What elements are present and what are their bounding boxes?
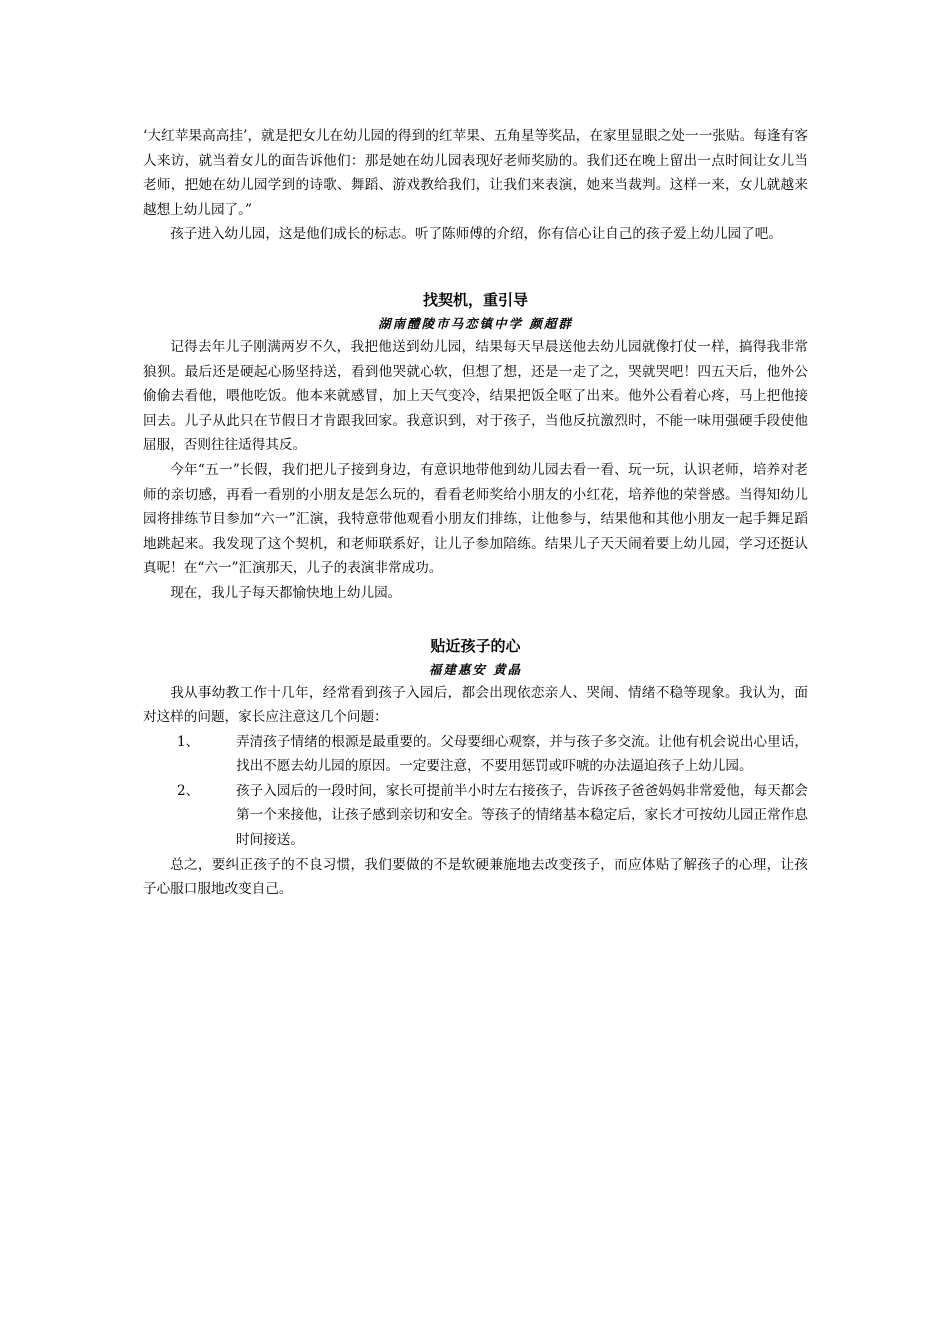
intro-paragraph-1: ‘大红苹果高高挂’，就是把女儿在幼儿园的得到的红苹果、五角星等奖品，在家里显眼之处一一张贴。每逢有客人来访，就当着女儿的面告诉他们：那是她在幼儿园表现好老师奖励的。我们还在晚上留出一点时间让女儿当老师，把她在幼儿园学到的诗歌、舞蹈、游戏教给我们，让我们来表演，她来当裁判。这样一来，女儿就越来越想上幼儿园了。” bbox=[143, 128, 808, 218]
list-item bbox=[143, 779, 808, 853]
section-2-title: 贴近孩子的心 bbox=[430, 636, 521, 655]
section-1-author: 湖南醴陵市马恋镇中学 颜超群 bbox=[378, 315, 573, 331]
list-item-text: 孩子入园后的一段时间，家长可提前半小时左右接孩子，告诉孩子爸爸妈妈非常爱他，每天都会第一个来接他，让孩子感到亲切和安全。等孩子的情绪基本稳定后，家长才可按幼儿园正常作息时间接送。 bbox=[236, 782, 808, 849]
section-1-paragraph-3: 现在，我儿子每天都愉快地上幼儿园。 bbox=[170, 584, 402, 601]
section-2-paragraph-1: 我从事幼教工作十几年，经常看到孩子入园后，都会出现依恋亲人、哭闹、情绪不稳等现象。我认为，面对这样的问题，家长应注意这几个问题： bbox=[143, 684, 808, 726]
section-1-title: 找契机，重引导 bbox=[422, 290, 528, 309]
list-item-number: 2、 bbox=[177, 782, 200, 799]
section-2-paragraph-2: 总之，要纠正孩子的不良习惯，我们要做的不是软硬兼施地去改变孩子，而应体贴了解孩子的心理，让孩子心服口服地改变自己。 bbox=[143, 856, 808, 898]
section-1-paragraph-2: 今年“五一”长假，我们把儿子接到身边，有意识地带他到幼儿园去看一看、玩一玩，认识老师，培养对老师的亲切感，再看一看别的小朋友是怎么玩的，看看老师奖给小朋友的小红花，培养他的荣誉感。当得知幼儿园将排练节目参加“六一”汇演，我特意带他观看小朋友们排练，让他参与，结果他和其他小朋友一起手舞足蹈地跳起来。我发现了这个契机，和老师联系好，让儿子参加陪练。结果儿子天天闹着要上幼儿园，学习还挺认真呢！在“六一”汇演那天，儿子的表演非常成功。 bbox=[143, 461, 808, 577]
article-body bbox=[143, 124, 808, 902]
list-item-number: 1、 bbox=[177, 733, 200, 750]
section-2-author: 福建惠安 黄晶 bbox=[428, 661, 523, 677]
list-item-text: 弄清孩子情绪的根源是最重要的。父母要细心观察，并与孩子多交流。让他有机会说出心里话，找出不愿去幼儿园的原因。一定要注意，不要用惩罚或吓唬的办法逼迫孩子上幼儿园。 bbox=[236, 733, 808, 775]
intro-paragraph-2: 孩子进入幼儿园，这是他们成长的标志。听了陈师傅的介绍，你有信心让自己的孩子爱上幼儿园了吧。 bbox=[170, 226, 782, 243]
list-item bbox=[143, 730, 808, 779]
section-1-paragraph-1: 记得去年儿子刚满两岁不久，我把他送到幼儿园，结果每天早晨送他去幼儿园就像打仗一样，搞得我非常狼狈。最后还是硬起心肠坚持送，看到他哭就心软，但想了想，还是一走了之，哭就哭吧！四五天后，他外公偷偷去看他，喂他吃饭。他本来就感冒，加上天气变冷，结果把饭全呕了出来。他外公看着心疼，马上把他接回去。儿子从此只在节假日才肯跟我回家。我意识到，对于孩子，当他反抗激烈时，不能一味用强硬手段使他屈服，否则往往适得其反。 bbox=[143, 338, 808, 454]
